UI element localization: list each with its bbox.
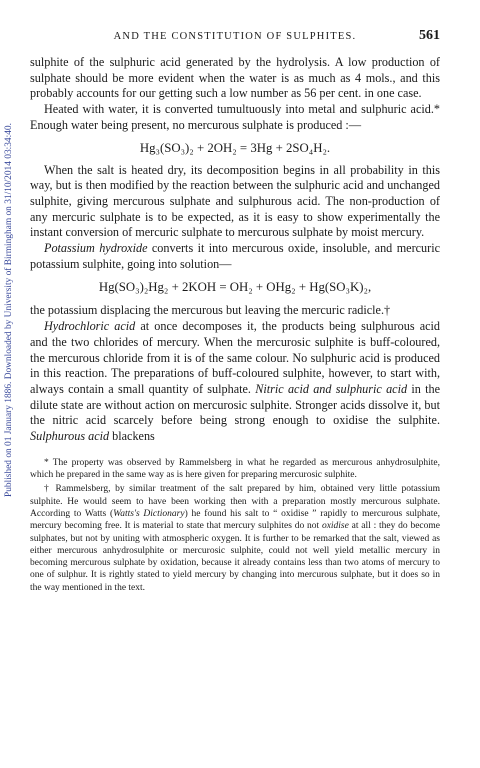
paragraph: Potassium hydroxide converts it into mercurous oxide, insoluble, and mercuric potassium sulphite, going into solution—: [30, 241, 440, 271]
running-head: [30, 28, 440, 46]
footnote: * The property was observed by Rammelsberg in what he regarded as mercurous anhydrosulphite, which he prepared in the same way as is here given for preparing mercurosic sulphite.: [30, 457, 440, 481]
equation: Hg₃(SO₃)₂ + 2OH₂ = 3Hg + 2SO₄H₂.: [139, 140, 331, 155]
publication-stamp: Published on 01 January 1886. Downloaded by University of Birmingham on 31/10/2014 03:34:40.: [4, 123, 14, 497]
paragraph: the potassium displacing the mercurous but leaving the mercuric radicle.†: [30, 303, 391, 318]
italic-term: Nitric acid and sulphuric acid: [255, 381, 408, 396]
footnote: † Rammelsberg, by similar treatment of the salt prepared by him, obtained very little potassium sulphite. He would seem to have been working then with a preparation mostly mercurous sulphate. According to Watts (Watts's Dictionary) he found his salt to “ oxidise ” rapidly to mercurous sulphate, mercury becoming free. It is material to state that mercury sulphites do not oxidise at all : they do become sulphates, but not by uniting with atmospheric oxygen. It is further to be remarked that the salt, viewed as either mercurous anhydrosulphite or mercurosic sulphite, could not well yield metallic mercury in becoming mercurous sulphate by oxidation, because it already contains less than two atoms of mercury to one of sulphur. It is rightly stated to yield mercury by changing into mercurous sulphate, but it does so in the way mentioned in the text.: [30, 484, 441, 593]
paragraph: Hydrochloric acid at once decomposes it, the products being sulphurous acid and the two chlorides of mercury. When the mercurosic sulphite is buff-coloured, the mercurous chloride from it is of the same colour. No sulphuric acid is produced in this reaction. The preparations of buff-coloured sulphite, however, to start with, always contain a small quantity of sulphate. Nitric acid and sulphuric acid in the dilute state are without action on mercurosic sulphite. Stronger acids dissolve it, but the nitric acid scarcely before being strong enough to oxidise the sulphite. Sulphurous acid blackens: [30, 319, 441, 444]
page-number: 561: [419, 28, 440, 43]
page: [30, 28, 440, 594]
paragraph: Heated with water, it is converted tumultuously into metal and sulphuric acid.* Enough water being present, no mercurous sulphate is produced :—: [30, 102, 440, 132]
running-head-title: AND THE CONSTITUTION OF SULPHITES.: [113, 31, 357, 42]
equation: Hg(SO₃)₂Hg₂ + 2KOH = OH₂ + OHg₂ + Hg(SO₃K)₂,: [98, 280, 372, 295]
body-text: [30, 55, 440, 445]
italic-term: Potassium hydroxide: [44, 241, 148, 256]
paragraph: sulphite of the sulphuric acid generated by the hydrolysis. A low production of sulphate should be more evident when the water is as much as 4 mols., and this probably accounts for our getting such a low number as 56 per cent. in one case.: [30, 55, 440, 101]
italic-term: Sulphurous acid: [30, 429, 110, 444]
footnotes: [30, 457, 440, 594]
italic-term: Watts's Dictionary: [113, 508, 185, 519]
paragraph: When the salt is heated dry, its decomposition begins in all probability in this way, but is then modified by the reaction between the sulphuric acid and unchanged sulphite, giving mercurous sulphate and sulphurous acid. The non-production of any mercuric sulphate is to be expected, as it is easy to show experimentally the instant conversion of mercuric sulphate to mercurous sulphate by moist mercury.: [30, 162, 440, 240]
italic-term: oxidise: [321, 521, 349, 532]
italic-term: Hydrochloric acid: [44, 319, 136, 334]
